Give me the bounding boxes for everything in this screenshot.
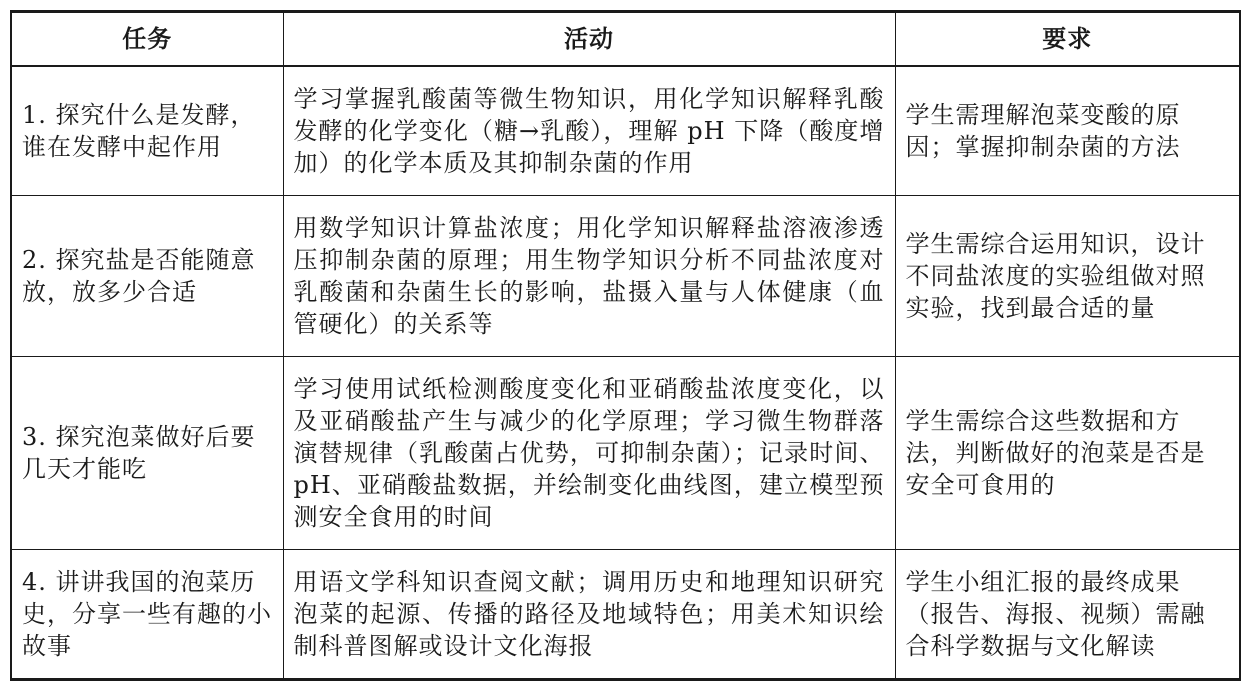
activity-cell: 学习使用试纸检测酸度变化和亚硝酸盐浓度变化，以及亚硝酸盐产生与减少的化学原理；学习微生物群落演替规律（乳酸菌占优势，可抑制杂菌）；记录时间、pH、亚硝酸盐数据，并绘制变化曲线图，建立模型预测安全食用的时间 bbox=[283, 357, 895, 550]
task-cell: 1. 探究什么是发酵，谁在发酵中起作用 bbox=[11, 66, 283, 196]
header-row bbox=[11, 12, 1240, 67]
activity-cell: 学习掌握乳酸菌等微生物知识，用化学知识解释乳酸发酵的化学变化（糖→乳酸），理解 pH 下降（酸度增加）的化学本质及其抑制杂菌的作用 bbox=[283, 66, 895, 196]
table-row bbox=[11, 550, 1240, 680]
task-activity-table bbox=[10, 10, 1241, 681]
table-row bbox=[11, 66, 1240, 196]
task-cell: 2. 探究盐是否能随意放，放多少合适 bbox=[11, 196, 283, 357]
requirement-cell: 学生需理解泡菜变酸的原因；掌握抑制杂菌的方法 bbox=[895, 66, 1240, 196]
task-cell: 4. 讲讲我国的泡菜历史，分享一些有趣的小故事 bbox=[11, 550, 283, 680]
header-task: 任务 bbox=[11, 12, 283, 67]
activity-cell: 用语文学科知识查阅文献；调用历史和地理知识研究泡菜的起源、传播的路径及地域特色；用美术知识绘制科普图解或设计文化海报 bbox=[283, 550, 895, 680]
requirement-cell: 学生需综合这些数据和方法，判断做好的泡菜是否是安全可食用的 bbox=[895, 357, 1240, 550]
requirement-cell: 学生需综合运用知识，设计不同盐浓度的实验组做对照实验，找到最合适的量 bbox=[895, 196, 1240, 357]
activity-cell: 用数学知识计算盐浓度；用化学知识解释盐溶液渗透压抑制杂菌的原理；用生物学知识分析不同盐浓度对乳酸菌和杂菌生长的影响，盐摄入量与人体健康（血管硬化）的关系等 bbox=[283, 196, 895, 357]
header-activity: 活动 bbox=[283, 12, 895, 67]
header-requirement: 要求 bbox=[895, 12, 1240, 67]
table-row bbox=[11, 196, 1240, 357]
requirement-cell: 学生小组汇报的最终成果（报告、海报、视频）需融合科学数据与文化解读 bbox=[895, 550, 1240, 680]
table-row bbox=[11, 357, 1240, 550]
task-cell: 3. 探究泡菜做好后要几天才能吃 bbox=[11, 357, 283, 550]
